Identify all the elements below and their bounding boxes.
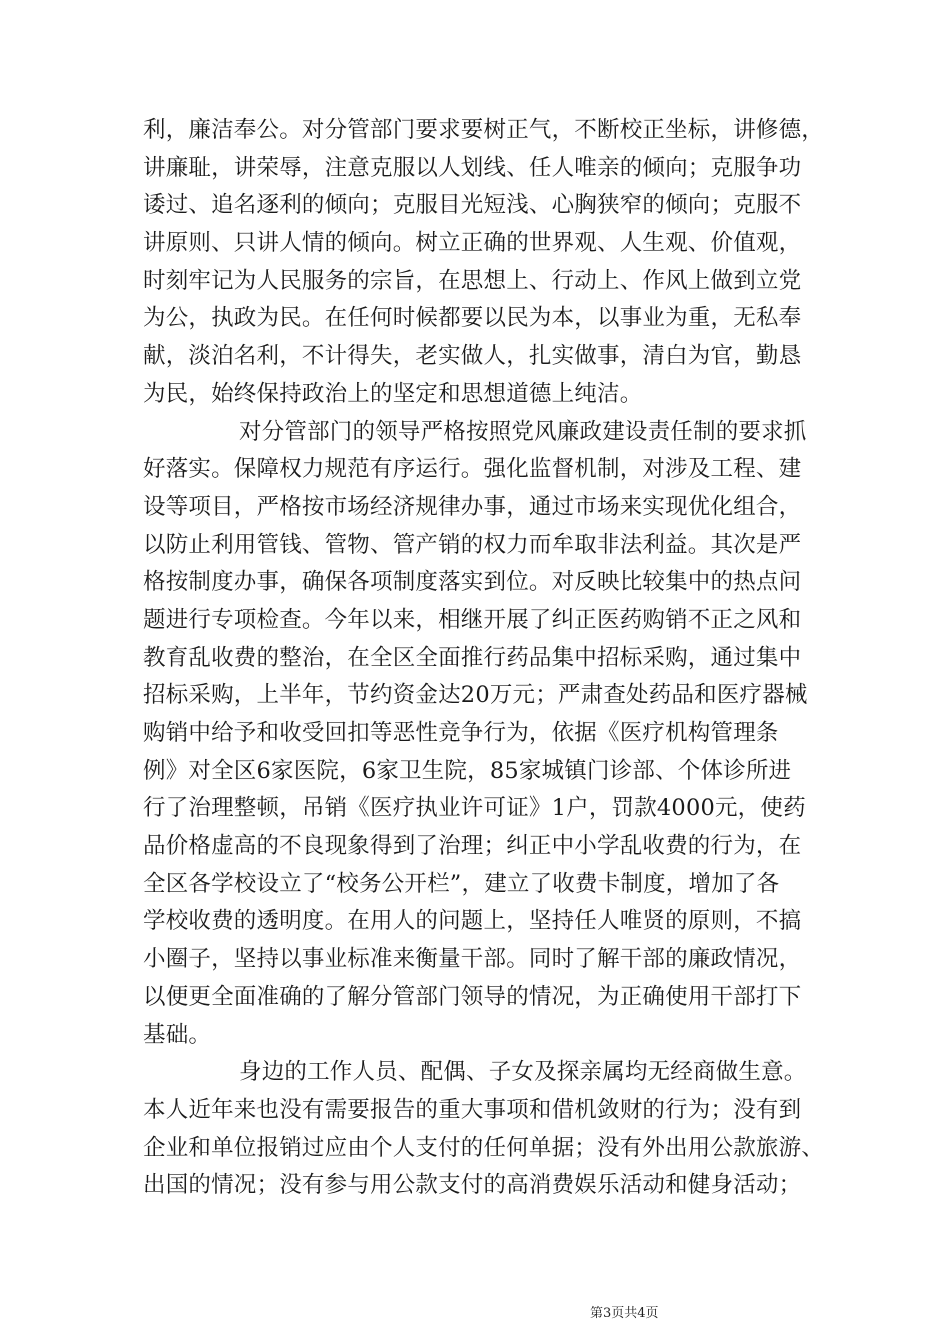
text-line: 品价格虚高的不良现象得到了治理；纠正中小学乱收费的行为，在 (143, 833, 802, 860)
text-line: 以便更全面准确的了解分管部门领导的情况，为正确使用干部打下 (143, 983, 802, 1010)
text-line: 格按制度办事，确保各项制度落实到位。对反映比较集中的热点问 (143, 569, 802, 596)
text-line: 行了治理整顿，吊销《医疗执业许可证》1户，罚款4000元，使药 (143, 795, 806, 822)
text-line: 招标采购，上半年，节约资金达20万元；严肃查处药品和医疗器械 (143, 682, 808, 709)
paragraph-3 (143, 1054, 825, 1205)
text-line: 好落实。保障权力规范有序运行。强化监督机制，对涉及工程、建 (143, 456, 802, 483)
paragraph-2 (143, 414, 811, 1055)
text-line: 对分管部门的领导严格按照党风廉政建设责任制的要求抓 (239, 418, 807, 445)
text-line: 基础。 (143, 1021, 212, 1048)
text-line: 学校收费的透明度。在用人的问题上，坚持任人唯贤的原则，不搞 (143, 908, 802, 935)
paragraph-1 (143, 112, 825, 414)
text-line: 本人近年来也没有需要报告的重大事项和借机敛财的行为；没有到 (143, 1096, 802, 1123)
text-line: 讲廉耻，讲荣辱，注意克服以人划线、任人唯亲的倾向；克服争功 (143, 154, 802, 181)
text-line: 讲原则、只讲人情的倾向。树立正确的世界观、人生观、价值观， (143, 230, 802, 257)
text-line: 为公，执政为民。在任何时候都要以民为本，以事业为重，无私奉 (143, 305, 802, 332)
text-line: 利，廉洁奉公。对分管部门要求要树正气，不断校正坐标，讲修德， (143, 117, 825, 143)
text-line: 题进行专项检查。今年以来，相继开展了纠正医药购销不正之风和 (143, 606, 802, 633)
text-line: 时刻牢记为人民服务的宗旨，在思想上、行动上、作风上做到立党 (143, 267, 802, 294)
text-line: 小圈子，坚持以事业标准来衡量干部。同时了解干部的廉政情况， (143, 946, 802, 973)
text-line: 教育乱收费的整治，在全区全面推行药品集中招标采购，通过集中 (143, 644, 802, 671)
text-line: 为民，始终保持政治上的坚定和思想道德上纯洁。 (143, 380, 643, 407)
text-line: 例》对全区6家医院，6家卫生院，85家城镇门诊部、个体诊所进 (143, 757, 792, 784)
text-line: 出国的情况；没有参与用公款支付的高消费娱乐活动和健身活动； (143, 1172, 802, 1199)
text-line: 购销中给予和收受回扣等恶性竞争行为，依据《医疗机构管理条 (143, 720, 779, 746)
text-line: 以防止利用管钱、管物、管产销的权力而牟取非法利益。其次是严 (143, 531, 802, 558)
text-line: 设等项目，严格按市场经济规律办事，通过市场来实现优化组合， (143, 493, 802, 520)
text-line: 身边的工作人员、配偶、子女及探亲属均无经商做生意。 (239, 1059, 807, 1086)
text-line: 诿过、追名逐利的倾向；克服目光短浅、心胸狭窄的倾向；克服不 (143, 192, 802, 219)
text-line: 全区各学校设立了“校务公开栏”，建立了收费卡制度，增加了各 (143, 870, 780, 897)
text-line: 献，淡泊名利，不计得失，老实做人，扎实做事，清白为官，勤恳 (143, 343, 802, 370)
page-number-footer: 第3页共4页 (590, 1306, 659, 1321)
document-body (143, 112, 825, 1205)
text-line: 企业和单位报销过应由个人支付的任何单据；没有外出用公款旅游、 (143, 1134, 825, 1161)
